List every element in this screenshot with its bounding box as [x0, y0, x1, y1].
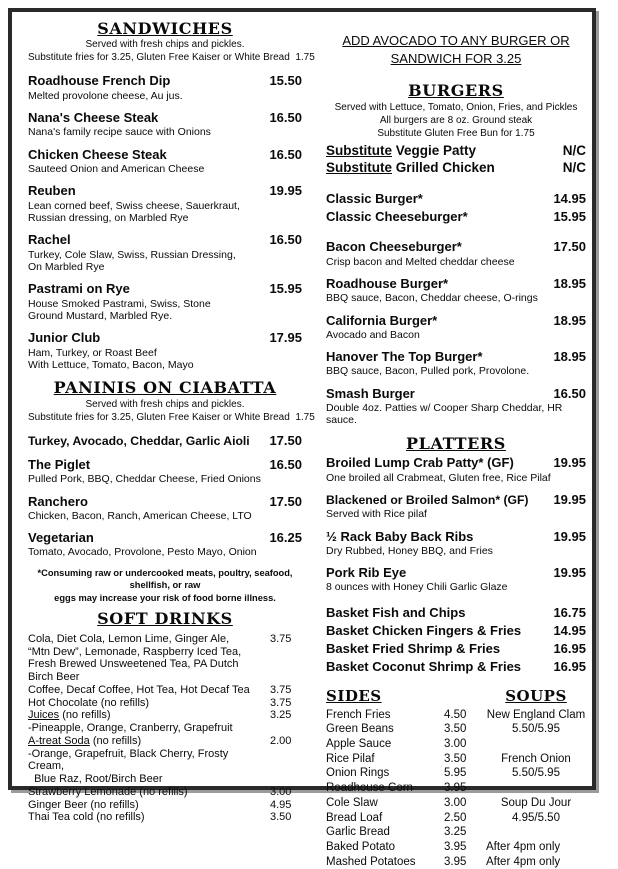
menu-item: [326, 313, 586, 342]
side-row: [326, 840, 586, 855]
burgers-note2: All burgers are 8 oz. Ground steak: [326, 114, 586, 127]
platters-title: PLATTERS: [326, 435, 586, 453]
side-row: [326, 811, 586, 826]
soup-blank: [486, 781, 586, 796]
side-name: Cole Slaw: [326, 796, 444, 811]
drink-price: 3.50: [270, 811, 302, 824]
menu-item: [28, 433, 302, 449]
menu-item: [326, 276, 586, 305]
side-price: 3.95: [444, 840, 486, 855]
paninis-note2: Substitute fries for 3.25, Gluten Free Kaiser or White Bread 1.75: [28, 411, 302, 424]
substitute-row: [326, 142, 586, 160]
item-desc: BBQ sauce, Bacon, Cheddar cheese, O-rings: [326, 292, 586, 304]
side-price: 3.00: [444, 737, 486, 752]
item-desc: Tomato, Avocado, Provolone, Pesto Mayo, Onion: [28, 546, 302, 558]
item-name: Turkey, Avocado, Cheddar, Garlic Aioli: [28, 434, 250, 449]
substitute-label: Substitute Veggie Patty: [326, 142, 476, 160]
item-name: Broiled Lump Crab Patty* (GF): [326, 455, 514, 471]
item-price: 16.50: [553, 386, 586, 401]
side-row: [326, 825, 586, 840]
item-name: Pastrami on Rye: [28, 281, 130, 297]
drink-row: [28, 709, 302, 722]
item-name: Reuben: [28, 183, 76, 199]
item-name: Classic Burger*: [326, 191, 423, 207]
item-desc: House Smoked Pastrami, Swiss, Stone Ground Mustard, Marbled Rye.: [28, 298, 302, 323]
item-price: 16.50: [269, 147, 302, 162]
soup-name: Soup Du Jour: [486, 796, 586, 811]
side-name: Roadhouse Corn: [326, 781, 444, 796]
side-name: Bread Loaf: [326, 811, 444, 826]
item-desc: Double 4oz. Patties w/ Cooper Sharp Cheddar, HR sauce.: [326, 402, 586, 427]
substitute-label: Substitute Grilled Chicken: [326, 159, 495, 177]
item-price: 17.50: [269, 494, 302, 509]
item-name: Rachel: [28, 232, 71, 248]
section-paninis: [28, 379, 302, 604]
burgers-note1: Served with Lettuce, Tomato, Onion, Fries, and Pickles: [326, 101, 586, 114]
side-row: [326, 855, 586, 869]
drink-row: [28, 811, 302, 824]
item-name: Pork Rib Eye: [326, 565, 406, 581]
availability-note: After 4pm only: [486, 855, 586, 869]
menu-item: [28, 232, 302, 273]
item-name: Nana's Cheese Steak: [28, 110, 158, 126]
item-name: Hanover The Top Burger*: [326, 349, 483, 365]
menu-item: [28, 281, 302, 322]
sandwiches-note1: Served with fresh chips and pickles.: [28, 38, 302, 51]
basket-list: [326, 604, 586, 677]
item-price: 16.50: [269, 110, 302, 125]
menu-item: [28, 73, 302, 102]
item-price: 17.95: [269, 330, 302, 345]
menu-item: [326, 386, 586, 427]
side-name: Onion Rings: [326, 766, 444, 781]
side-row: [326, 737, 586, 752]
drink-name: Strawberry Lemonade (no refills): [28, 786, 188, 799]
item-name: Ranchero: [28, 494, 88, 510]
item-price: 18.95: [553, 349, 586, 364]
sandwiches-note2: Substitute fries for 3.25, Gluten Free Kaiser or White Bread 1.75: [28, 51, 302, 64]
soup-name: French Onion: [486, 752, 586, 767]
item-price: 16.95: [553, 658, 586, 676]
item-name: Blackened or Broiled Salmon* (GF): [326, 493, 529, 508]
soup-price: 5.50/5.95: [486, 722, 586, 737]
item-price: 15.95: [269, 281, 302, 296]
item-price: 18.95: [553, 276, 586, 291]
item-desc: One broiled all Crabmeat, Gluten free, Rice Pilaf: [326, 472, 586, 484]
side-name: Green Beans: [326, 722, 444, 737]
drink-price: 3.75: [270, 697, 302, 710]
substitute-price: N/C: [563, 159, 586, 177]
side-price: 3.00: [444, 796, 486, 811]
side-row: [326, 722, 586, 737]
soup-name: New England Clam: [486, 708, 586, 723]
drink-name: -Orange, Grapefruit, Black Cherry, Frosty Cream, Blue Raz, Root/Birch Beer: [28, 748, 266, 786]
side-name: Mashed Potatoes: [326, 855, 444, 869]
burgers-note3: Substitute Gluten Free Bun for 1.75: [326, 127, 586, 140]
soup-blank: [486, 825, 586, 840]
item-price: 16.50: [269, 457, 302, 472]
menu-item: [28, 494, 302, 523]
side-row: [326, 796, 586, 811]
item-name: Chicken Cheese Steak: [28, 147, 167, 163]
item-price: 19.95: [269, 183, 302, 198]
item-price: 15.50: [269, 73, 302, 88]
drink-price: 3.75: [270, 684, 302, 697]
item-desc: Nana's family recipe sauce with Onions: [28, 126, 302, 138]
avocado-promo-note: ADD AVOCADO TO ANY BURGER OR SANDWICH FOR 3.25: [326, 32, 586, 68]
item-desc: Melted provolone cheese, Au jus.: [28, 90, 302, 102]
item-price: 16.50: [269, 232, 302, 247]
soup-price: 4.95/5.50: [486, 811, 586, 826]
item-desc: 8 ounces with Honey Chili Garlic Glaze: [326, 581, 586, 593]
side-row: [326, 708, 586, 723]
side-price: 3.25: [444, 825, 486, 840]
basket-item: [326, 604, 586, 622]
item-desc: Pulled Pork, BBQ, Cheddar Cheese, Fried Onions: [28, 473, 302, 485]
side-name: Baked Potato: [326, 840, 444, 855]
drink-price: 2.00: [270, 735, 302, 748]
item-price: 16.95: [553, 640, 586, 658]
side-name: Rice Pilaf: [326, 752, 444, 767]
paninis-title: PANINIS ON CIABATTA: [28, 379, 302, 397]
drink-row: [28, 799, 302, 812]
drink-name: Cola, Diet Cola, Lemon Lime, Ginger Ale, “Mtn Dew”, Lemonade, Raspberry Iced Tea, Fresh Brewed Unsweetened Tea, PA Dutch Birch Beer: [28, 633, 241, 684]
burgers-title: BURGERS: [326, 82, 586, 100]
menu-item: [28, 457, 302, 486]
menu-item: [28, 530, 302, 559]
item-name: California Burger*: [326, 313, 437, 329]
item-price: 14.95: [553, 191, 586, 206]
basket-item: [326, 622, 586, 640]
menu-page: [8, 8, 596, 790]
sandwiches-title: SANDWICHES: [28, 20, 302, 38]
side-row: [326, 752, 586, 767]
menu-item: [326, 492, 586, 521]
side-name: French Fries: [326, 708, 444, 723]
drink-row: [28, 722, 302, 735]
item-price: 18.95: [553, 313, 586, 328]
sides-title: SIDES: [326, 687, 382, 705]
raw-food-disclaimer: *Consuming raw or undercooked meats, poultry, seafood, shellfish, or raw eggs may increase your risk of food borne illness.: [28, 567, 302, 605]
menu-item: [326, 455, 586, 484]
substitute-price: N/C: [563, 142, 586, 160]
item-desc: Avocado and Bacon: [326, 329, 586, 341]
soup-price: 5.50/5.95: [486, 766, 586, 781]
item-name: Bacon Cheeseburger*: [326, 239, 462, 255]
drink-price: 4.95: [270, 799, 302, 812]
item-price: 16.25: [269, 530, 302, 545]
menu-item: [326, 565, 586, 594]
side-price: 3.95: [444, 855, 486, 869]
item-name: Roadhouse Burger*: [326, 276, 448, 292]
item-name: Vegetarian: [28, 530, 94, 546]
item-desc: Served with Rice pilaf: [326, 508, 586, 520]
item-name: The Piglet: [28, 457, 90, 473]
paninis-note1: Served with fresh chips and pickles.: [28, 398, 302, 411]
section-soft-drinks: [28, 610, 302, 824]
item-desc: Turkey, Cole Slaw, Swiss, Russian Dressing, On Marbled Rye: [28, 249, 302, 274]
side-name: Apple Sauce: [326, 737, 444, 752]
drink-name: Thai Tea cold (no refills): [28, 811, 145, 824]
menu-item: [326, 191, 586, 207]
section-platters: [326, 435, 586, 677]
drink-row: [28, 786, 302, 799]
drink-row: [28, 684, 302, 697]
basket-item: [326, 658, 586, 676]
menu-item: [28, 330, 302, 371]
soup-blank: [486, 737, 586, 752]
drink-price: 3.25: [270, 709, 302, 722]
substitute-row: [326, 159, 586, 177]
item-name: Basket Fish and Chips: [326, 604, 465, 622]
drink-price: 3.00: [270, 786, 302, 799]
drink-name: A-treat Soda (no refills): [28, 735, 141, 748]
side-price: 2.50: [444, 811, 486, 826]
drink-name: Ginger Beer (no refills): [28, 799, 139, 812]
side-price: 3.50: [444, 752, 486, 767]
menu-item: [326, 349, 586, 378]
item-desc: BBQ sauce, Bacon, Pulled pork, Provolone.: [326, 365, 586, 377]
soft-drinks-title: SOFT DRINKS: [28, 610, 302, 628]
menu-item: [28, 147, 302, 176]
item-price: 19.95: [553, 455, 586, 470]
item-name: ½ Rack Baby Back Ribs: [326, 529, 473, 545]
section-burgers: [326, 82, 586, 426]
item-price: 19.95: [553, 529, 586, 544]
side-name: Garlic Bread: [326, 825, 444, 840]
item-desc: Sauteed Onion and American Cheese: [28, 163, 302, 175]
item-desc: Dry Rubbed, Honey BBQ, and Fries: [326, 545, 586, 557]
item-name: Smash Burger: [326, 386, 415, 402]
section-sandwiches: [28, 20, 302, 371]
item-price: 16.75: [553, 604, 586, 622]
menu-item: [28, 110, 302, 139]
menu-item: [326, 529, 586, 558]
item-price: 19.95: [553, 492, 586, 507]
item-name: Roadhouse French Dip: [28, 73, 170, 89]
drink-price: 3.75: [270, 633, 302, 646]
drink-name: -Pineapple, Orange, Cranberry, Grapefruit: [28, 722, 233, 735]
item-price: 19.95: [553, 565, 586, 580]
soups-title: SOUPS: [505, 687, 567, 705]
section-sides-soups: [326, 687, 586, 869]
side-row: [326, 766, 586, 781]
item-desc: Lean corned beef, Swiss cheese, Sauerkraut, Russian dressing, on Marbled Rye: [28, 200, 302, 225]
side-price: 3.50: [444, 722, 486, 737]
side-row: [326, 781, 586, 796]
drink-row: [28, 735, 302, 748]
item-name: Basket Fried Shrimp & Fries: [326, 640, 500, 658]
menu-item: [28, 183, 302, 224]
item-desc: Ham, Turkey, or Roast Beef With Lettuce, Tomato, Bacon, Mayo: [28, 347, 302, 372]
drink-row: [28, 697, 302, 710]
item-name: Junior Club: [28, 330, 100, 346]
side-price: 3.95: [444, 781, 486, 796]
side-price: 5.95: [444, 766, 486, 781]
drink-name: Hot Chocolate (no refills): [28, 697, 149, 710]
menu-item: [326, 209, 586, 225]
item-name: Basket Coconut Shrimp & Fries: [326, 658, 521, 676]
menu-item: [326, 239, 586, 268]
drink-row: [28, 633, 302, 684]
left-column: [28, 20, 302, 869]
right-column: [326, 20, 586, 869]
item-price: 15.95: [553, 209, 586, 224]
item-desc: Crisp bacon and Melted cheddar cheese: [326, 256, 586, 268]
item-desc: Chicken, Bacon, Ranch, American Cheese, LTO: [28, 510, 302, 522]
drink-row: [28, 748, 302, 786]
basket-item: [326, 640, 586, 658]
availability-note: After 4pm only: [486, 840, 586, 855]
side-price: 4.50: [444, 708, 486, 723]
item-name: Classic Cheeseburger*: [326, 209, 468, 225]
drink-name: Juices (no refills): [28, 709, 111, 722]
item-price: 17.50: [553, 239, 586, 254]
drink-name: Coffee, Decaf Coffee, Hot Tea, Hot Decaf Tea: [28, 684, 250, 697]
item-name: Basket Chicken Fingers & Fries: [326, 622, 521, 640]
item-price: 14.95: [553, 622, 586, 640]
item-price: 17.50: [269, 433, 302, 448]
